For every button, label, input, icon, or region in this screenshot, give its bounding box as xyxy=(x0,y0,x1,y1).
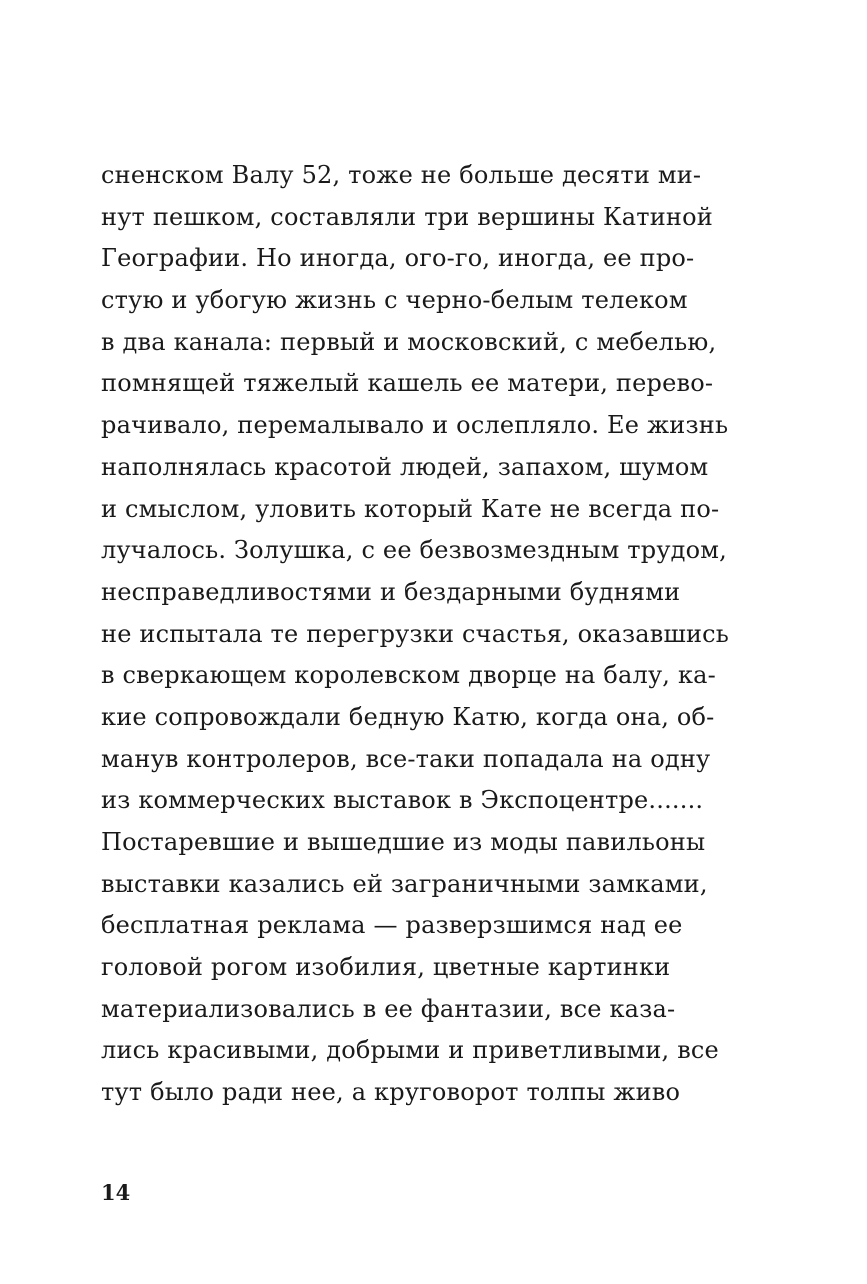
text-line: Постаревшие и вышедшие из моды павильоны xyxy=(101,828,706,856)
text-line: лучалось. Золушка, с ее безвозмездным трудом, xyxy=(101,536,727,565)
text-line: рачивало, перемалывало и ослепляло. Ее жизнь xyxy=(101,411,729,440)
text-line: и смыслом, уловить который Кате не всегда по- xyxy=(101,494,720,523)
text-line: помнящей тяжелый кашель ее матери, перево- xyxy=(101,369,714,398)
text-line: выставки казались ей заграничными замками, xyxy=(101,869,708,898)
text-line: Географии. Но иногда, ого-го, иногда, ее про- xyxy=(101,244,695,273)
text-line: наполнялась красотой людей, запахом, шумом xyxy=(101,452,709,481)
text-line: нут пешком, составляли три вершины Катиной xyxy=(101,202,713,231)
text-line: материализовались в ее фантазии, все каза- xyxy=(101,994,676,1023)
text-line: стую и убогую жизнь с черно-белым телеком xyxy=(101,286,688,315)
text-line: в сверкающем королевском дворце на балу, ка- xyxy=(101,661,716,690)
text-line: несправедливостями и бездарными буднями xyxy=(101,577,681,606)
text-line: в два канала: первый и московский, с мебелью, xyxy=(101,327,717,356)
body-text xyxy=(101,155,761,1114)
text-line: не испытала те перегрузки счастья, оказавшись xyxy=(101,619,730,648)
text-line: сненском Валу 52, тоже не больше десяти ми- xyxy=(101,161,702,189)
text-line: манув контролеров, все-таки попадала на одну xyxy=(101,744,711,773)
text-line: головой рогом изобилия, цветные картинки xyxy=(101,953,671,982)
page-number: 14 xyxy=(101,1180,131,1205)
text-line: кие сопровождали бедную Катю, когда она, об- xyxy=(101,702,715,731)
text-line: лись красивыми, добрыми и приветливыми, все xyxy=(101,1036,719,1065)
text-line: из коммерческих выставок в Экспоцентре....... xyxy=(101,786,704,815)
text-line: тут было ради нее, а круговорот толпы живо xyxy=(101,1078,681,1107)
text-line: бесплатная реклама — разверзшимся над ее xyxy=(101,911,683,940)
